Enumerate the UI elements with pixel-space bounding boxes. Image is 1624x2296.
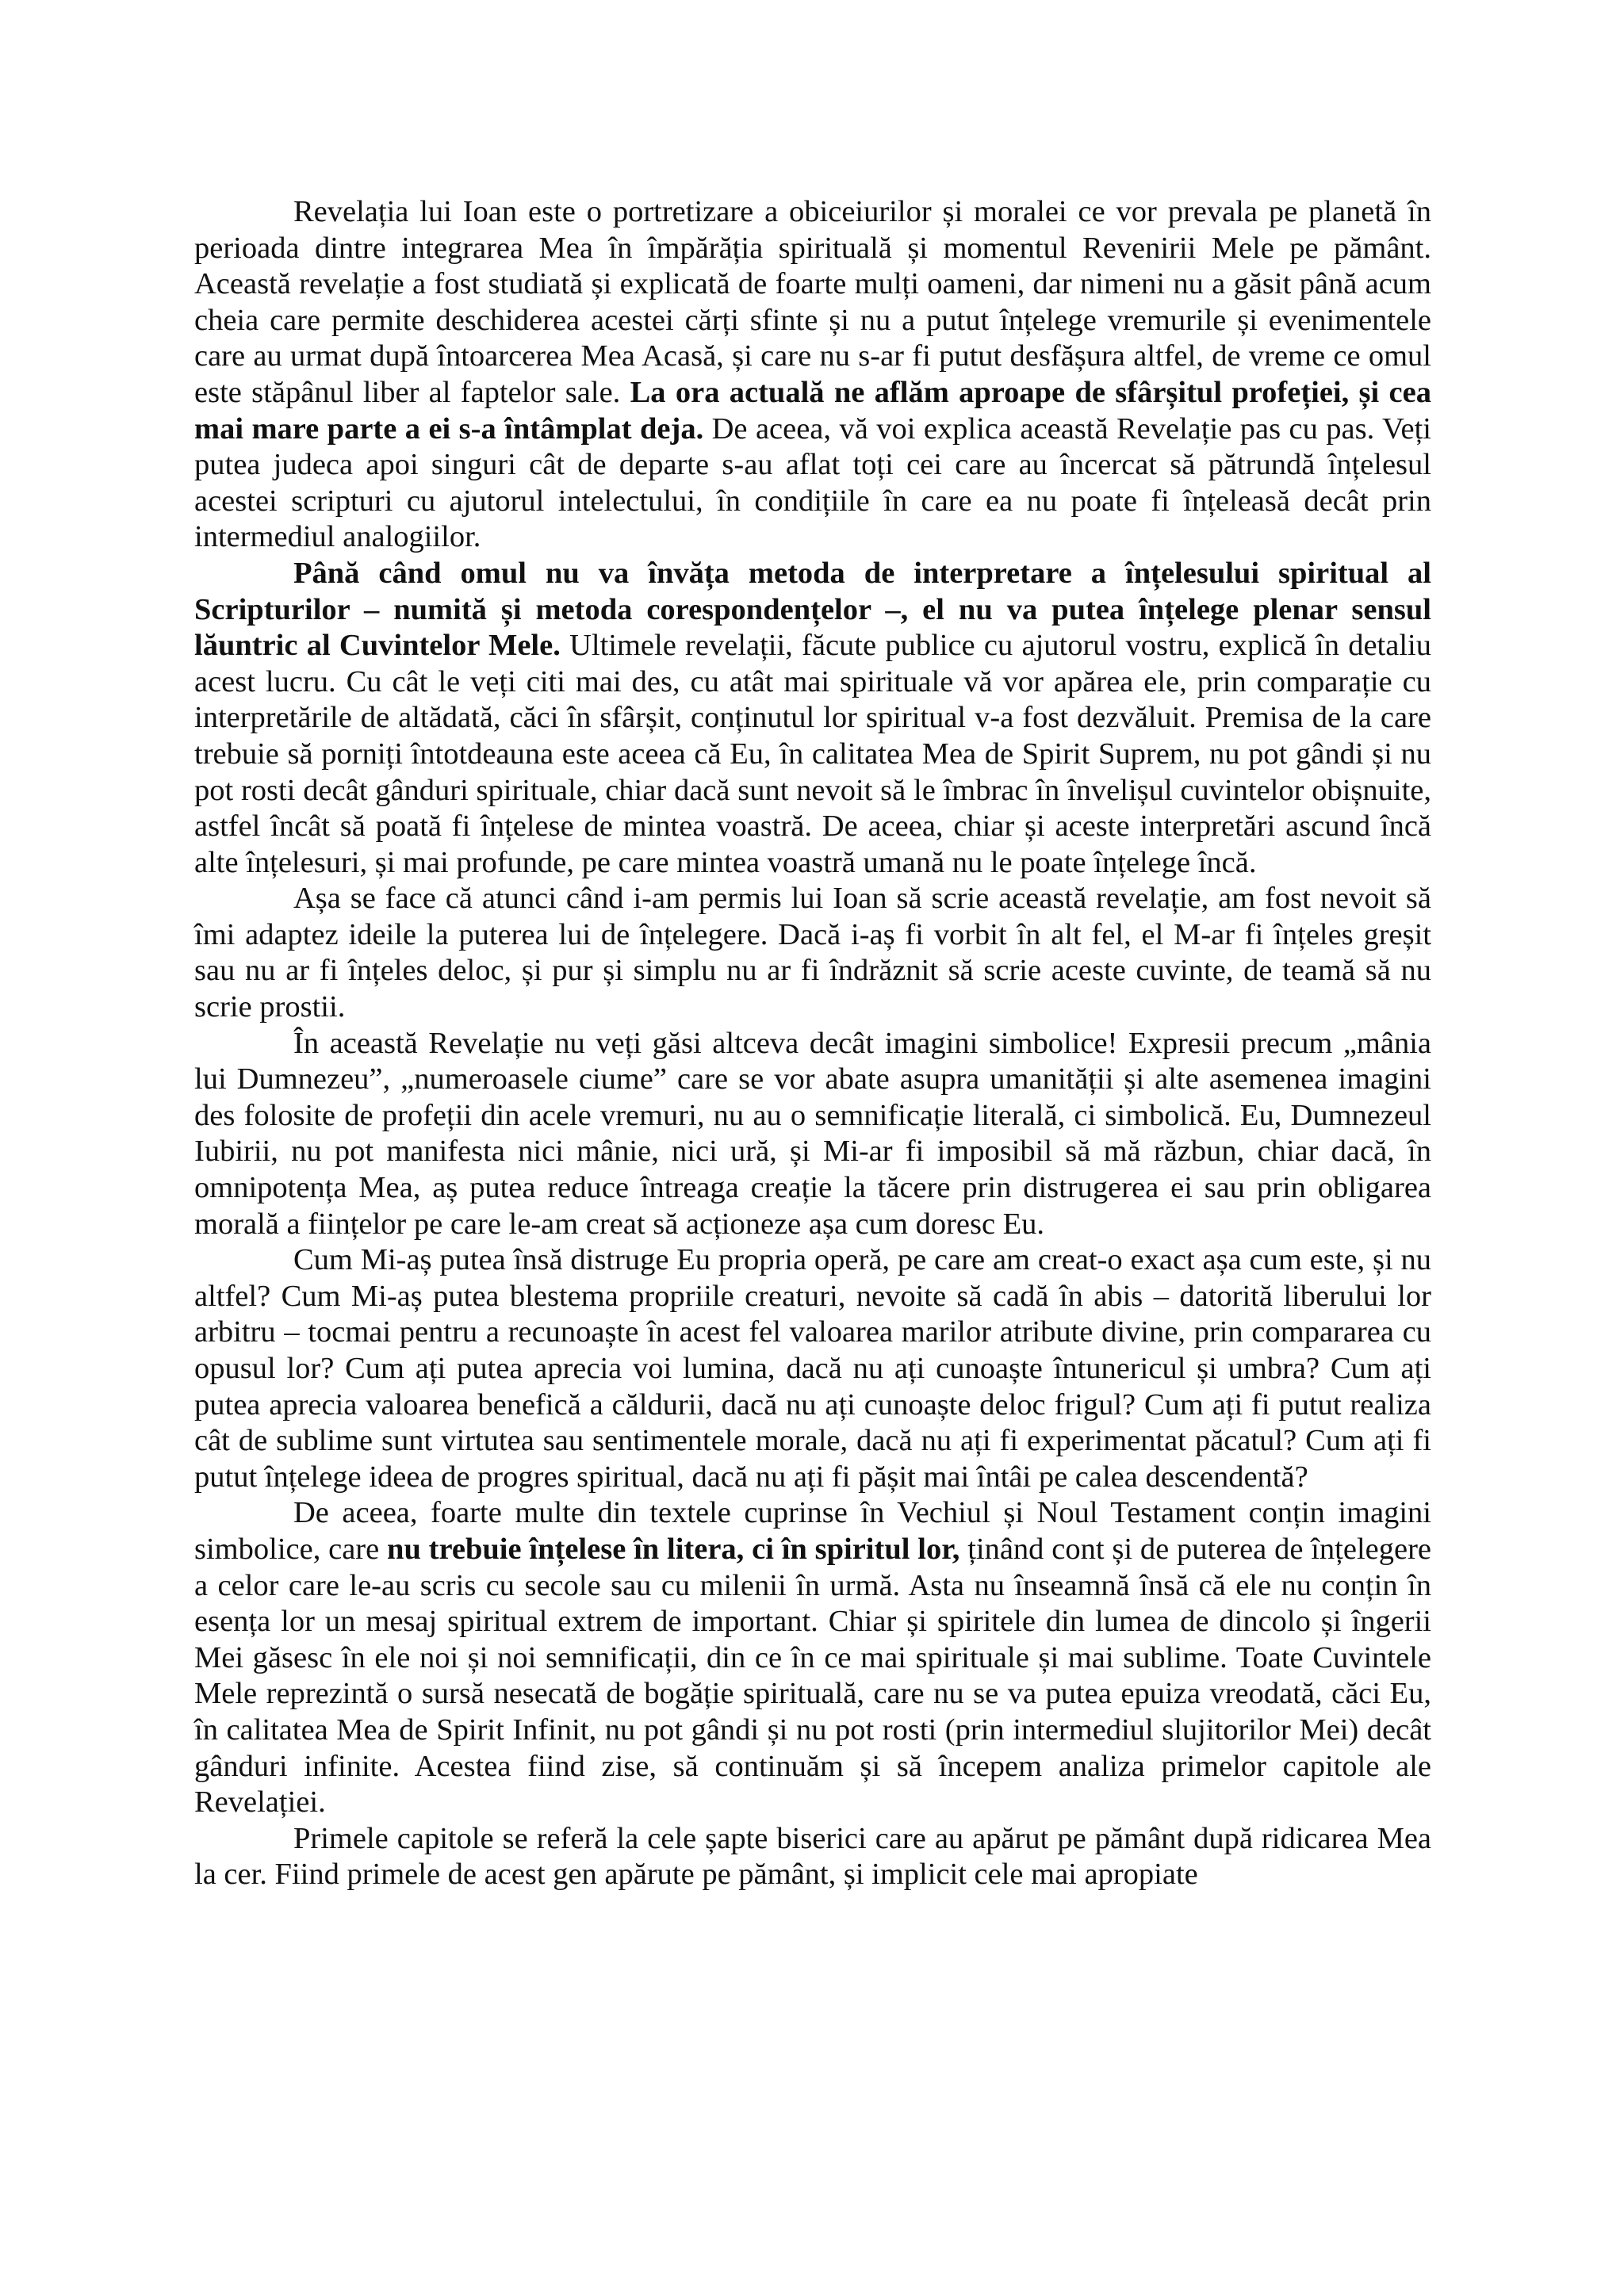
text-run: De aceea, foarte multe din textele cuprinse în Vechiul și Noul Testament conțin imagini simbolice, care [194, 1496, 1431, 1566]
paragraph-1 [194, 194, 1431, 556]
paragraph-5 [194, 1242, 1431, 1495]
document-page [194, 194, 1431, 2176]
bold-text-run: La ora actuală ne aflăm aproape de sfârșitul profeției, și cea mai mare parte a ei s-a întâmplat deja. [194, 375, 1431, 446]
text-run: Revelația lui Ioan este o portretizare a obiceiurilor și moralei ce vor prevala pe planetă în perioada dintre integrarea Mea în împărăția spirituală și momentul Revenirii Mele pe pământ. Această revelație a fost studiată și explicată de foarte mulți oameni, dar nimeni nu a găsit până acum cheia care permite deschiderea acestei cărți sfinte și nu a putut înțelege vremurile și evenimentele care au urmat după întoarcerea Mea Acasă, și care nu s-ar fi putut desfășura altfel, de vreme ce omul este stăpânul liber al faptelor sale. [194, 195, 1431, 409]
paragraph-7 [194, 1821, 1431, 1893]
text-run: În această Revelație nu veți găsi altceva decât imagini simbolice! Expresii precum „mânia lui Dumnezeu”, „numeroasele ciume” care se vor abate asupra umanității și alte asemenea imagini des folosite de profeții din acele vremuri, nu au o semnificație literală, ci simbolică. Eu, Dumnezeul Iubirii, nu pot manifesta nici mânie, nici ură, și Mi-ar fi imposibil să mă răzbun, chiar dacă, în omnipotența Mea, aș putea reduce întreaga creație la tăcere prin distrugerea ei sau prin obligarea morală a ființelor pe care le-am creat să acționeze așa cum doresc Eu. [194, 1026, 1431, 1241]
bold-text-run: Până când omul nu va învăța metoda de interpretare a înțelesului spiritual al Scripturilor – numită și metoda corespondențelor –, el nu va putea înțelege plenar sensul lăuntric al Cuvintelor Mele. [194, 556, 1431, 663]
paragraph-2 [194, 556, 1431, 881]
text-run: De aceea, vă voi explica această Revelație pas cu pas. Veți putea judeca apoi singuri cât de departe s-au aflat toți cei care au încercat să pătrundă înțelesul acestei scripturi cu ajutorul intelectului, în condițiile în care ea nu poate fi înțeleasă decât prin intermediul analogiilor. [194, 411, 1431, 554]
paragraph-4 [194, 1026, 1431, 1243]
text-run: ținând cont și de puterea de înțelegere a celor care le-au scris cu secole sau cu milenii în urmă. Asta nu înseamnă însă că ele nu conțin în esența lor un mesaj spiritual extrem de important. Chiar și spiritele din lumea de dincolo și îngerii Mei găsesc în ele noi și noi semnificații, din ce în ce mai spirituale și mai sublime. Toate Cuvintele Mele reprezintă o sursă nesecată de bogăție spirituală, care nu se va putea epuiza vreodată, căci Eu, în calitatea Mea de Spirit Infinit, nu pot gândi și nu pot rosti (prin intermediul slujitorilor Mei) decât gânduri infinite. Acestea fiind zise, să continuăm și să începem analiza primelor capitole ale Revelației. [194, 1532, 1431, 1820]
text-run: Așa se face că atunci când i-am permis lui Ioan să scrie această revelație, am fost nevoit să îmi adaptez ideile la puterea lui de înțelegere. Dacă i-aș fi vorbit în alt fel, el M-ar fi înțeles greșit sau nu ar fi înțeles deloc, și pur și simplu nu ar fi îndrăznit să scrie aceste cuvinte, de teamă să nu scrie prostii. [194, 882, 1431, 1024]
paragraph-3 [194, 881, 1431, 1025]
text-run: Ultimele revelații, făcute publice cu ajutorul vostru, explică în detaliu acest lucru. Cu cât le veți citi mai des, cu atât mai spirituale vă vor apărea ele, prin comparație cu interpretările de altădată, căci în sfârșit, conținutul lor spiritual v-a fost dezvăluit. Premisa de la care trebuie să porniți întotdeauna este aceea că Eu, în calitatea Mea de Spirit Suprem, nu pot gândi și nu pot rosti decât gânduri spirituale, chiar dacă sunt nevoit să le îmbrac în învelișul cuvintelor obișnuite, astfel încât să poată fi înțelese de mintea voastră. De aceea, chiar și aceste interpretări ascund încă alte înțelesuri, și mai profunde, pe care mintea voastră umană nu le poate înțelege încă. [194, 629, 1431, 879]
bold-text-run: nu trebuie înțelese în litera, ci în spiritul lor, [387, 1532, 960, 1566]
text-run: Primele capitole se referă la cele șapte biserici care au apărut pe pământ după ridicarea Mea la cer. Fiind primele de acest gen apărute pe pământ, și implicit cele mai apropiate [194, 1821, 1431, 1892]
text-run: Cum Mi-aș putea însă distruge Eu propria operă, pe care am creat-o exact așa cum este, și nu altfel? Cum Mi-aș putea blestema propriile creaturi, nevoite să cadă în abis – datorită liberului lor arbitru – tocmai pentru a recunoaște în acest fel valoarea marilor atribute divine, prin compararea cu opusul lor? Cum ați putea aprecia voi lumina, dacă nu ați cunoaște întunericul și umbra? Cum ați putea aprecia valoarea benefică a căldurii, dacă nu ați cunoaște deloc frigul? Cum ați fi putut realiza cât de sublime sunt virtutea sau sentimentele morale, dacă nu ați fi experimentat păcatul? Cum ați fi putut înțelege ideea de progres spiritual, dacă nu ați fi pășit mai întâi pe calea descendentă? [194, 1243, 1431, 1494]
paragraph-6 [194, 1495, 1431, 1820]
